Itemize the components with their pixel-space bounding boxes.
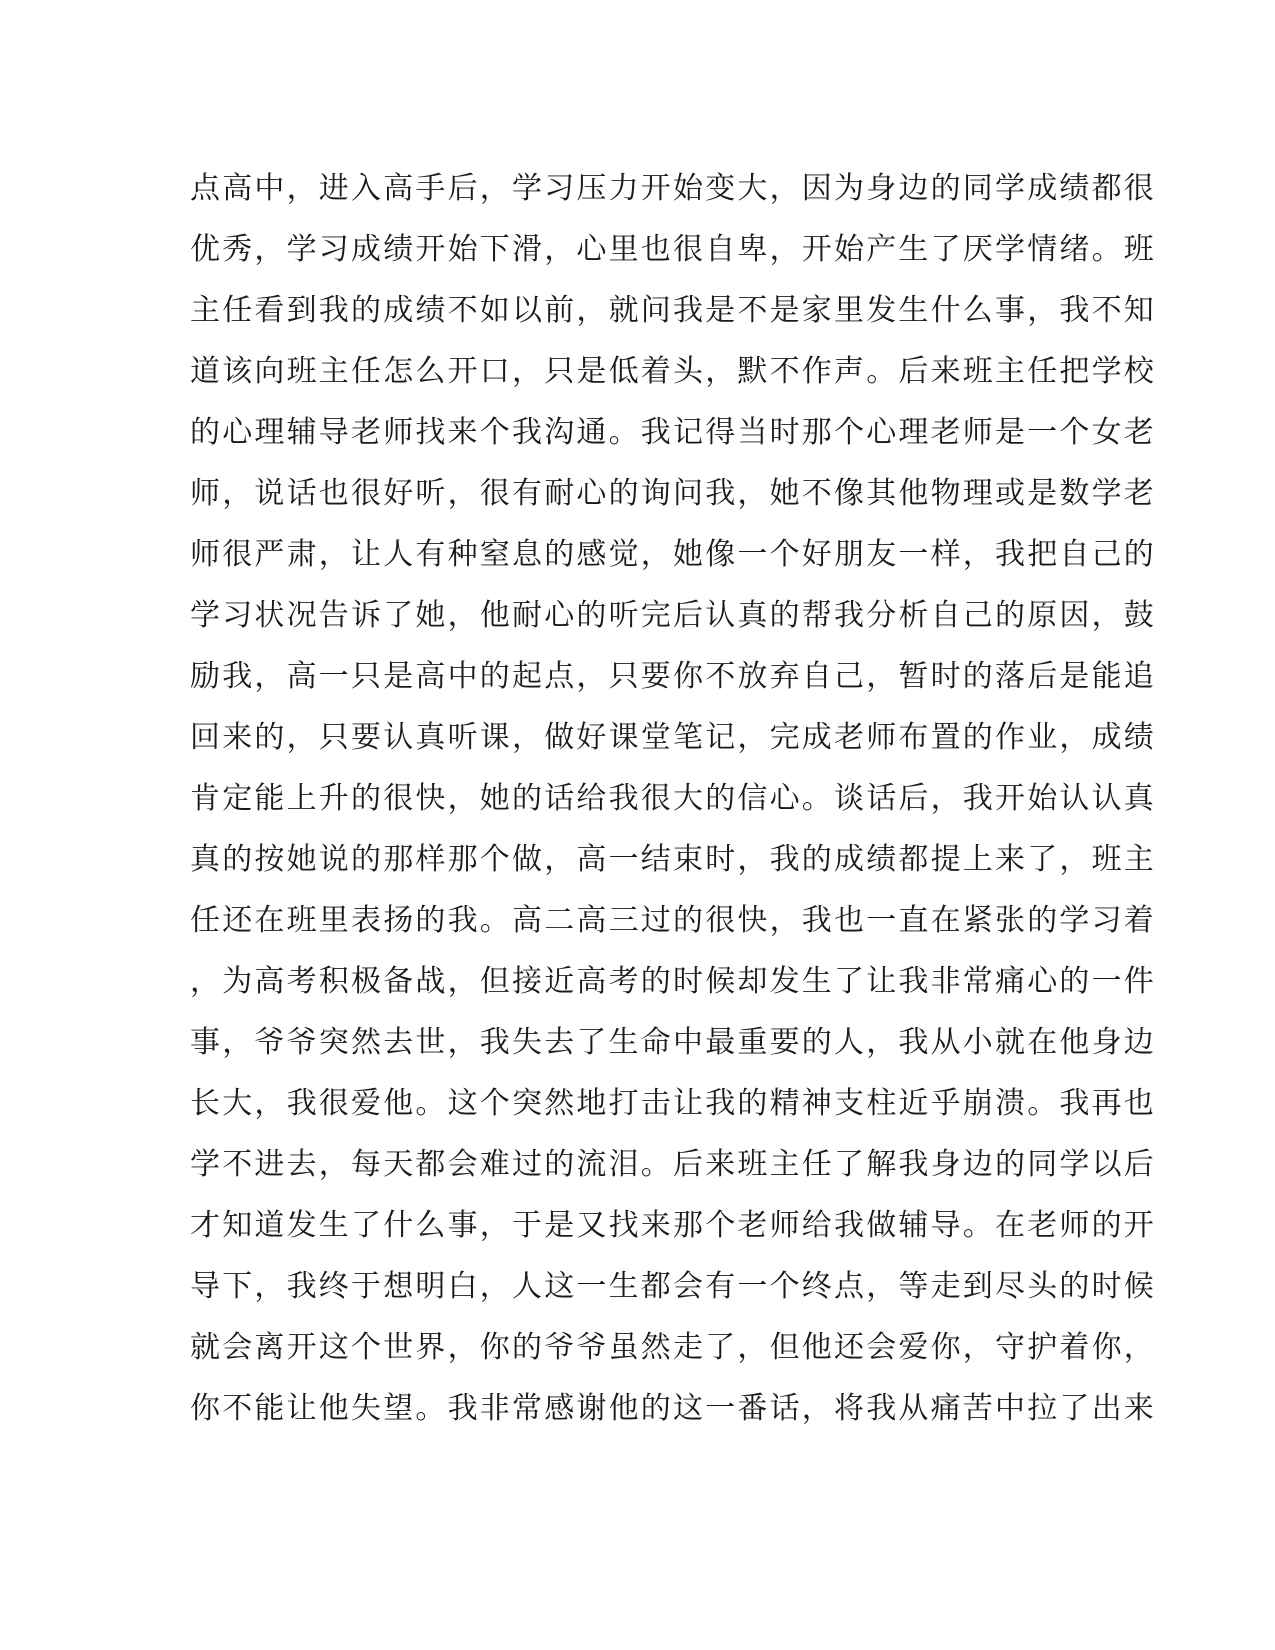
body-text [190, 158, 1156, 1439]
text-line: 回来的，只要认真听课，做好课堂笔记，完成老师布置的作业，成绩 [190, 720, 1156, 755]
text-line: 导下，我终于想明白，人这一生都会有一个终点，等走到尽头的时候 [190, 1269, 1156, 1304]
text-line: 师，说话也很好听，很有耐心的询问我，她不像其他物理或是数学老 [190, 476, 1156, 511]
text-line: 优秀，学习成绩开始下滑，心里也很自卑，开始产生了厌学情绪。班 [190, 232, 1156, 267]
text-line: ，为高考积极备战，但接近高考的时候却发生了让我非常痛心的一件 [190, 964, 1156, 999]
text-line: 点高中，进入高手后，学习压力开始变大，因为身边的同学成绩都很 [190, 171, 1156, 206]
text-line: 任还在班里表扬的我。高二高三过的很快，我也一直在紧张的学习着 [190, 903, 1156, 938]
text-line: 道该向班主任怎么开口，只是低着头，默不作声。后来班主任把学校 [190, 354, 1156, 389]
text-line: 的心理辅导老师找来个我沟通。我记得当时那个心理老师是一个女老 [190, 415, 1156, 450]
text-line: 才知道发生了什么事，于是又找来那个老师给我做辅导。在老师的开 [190, 1208, 1156, 1243]
text-line: 肯定能上升的很快，她的话给我很大的信心。谈话后，我开始认认真 [190, 781, 1156, 816]
text-line: 长大，我很爱他。这个突然地打击让我的精神支柱近乎崩溃。我再也 [190, 1086, 1156, 1121]
text-line: 师很严肃，让人有种窒息的感觉，她像一个好朋友一样，我把自己的 [190, 537, 1156, 572]
text-line: 你不能让他失望。我非常感谢他的这一番话，将我从痛苦中拉了出来 [190, 1391, 1156, 1426]
text-line: 真的按她说的那样那个做，高一结束时，我的成绩都提上来了，班主 [190, 842, 1156, 877]
text-line: 就会离开这个世界，你的爷爷虽然走了，但他还会爱你，守护着你， [190, 1330, 1156, 1365]
text-line: 主任看到我的成绩不如以前，就问我是不是家里发生什么事，我不知 [190, 293, 1156, 328]
text-line: 励我，高一只是高中的起点，只要你不放弃自己，暂时的落后是能追 [190, 659, 1156, 694]
text-line: 事，爷爷突然去世，我失去了生命中最重要的人，我从小就在他身边 [190, 1025, 1156, 1060]
text-line: 学不进去，每天都会难过的流泪。后来班主任了解我身边的同学以后 [190, 1147, 1156, 1182]
text-line: 学习状况告诉了她，他耐心的听完后认真的帮我分析自己的原因，鼓 [190, 598, 1156, 633]
